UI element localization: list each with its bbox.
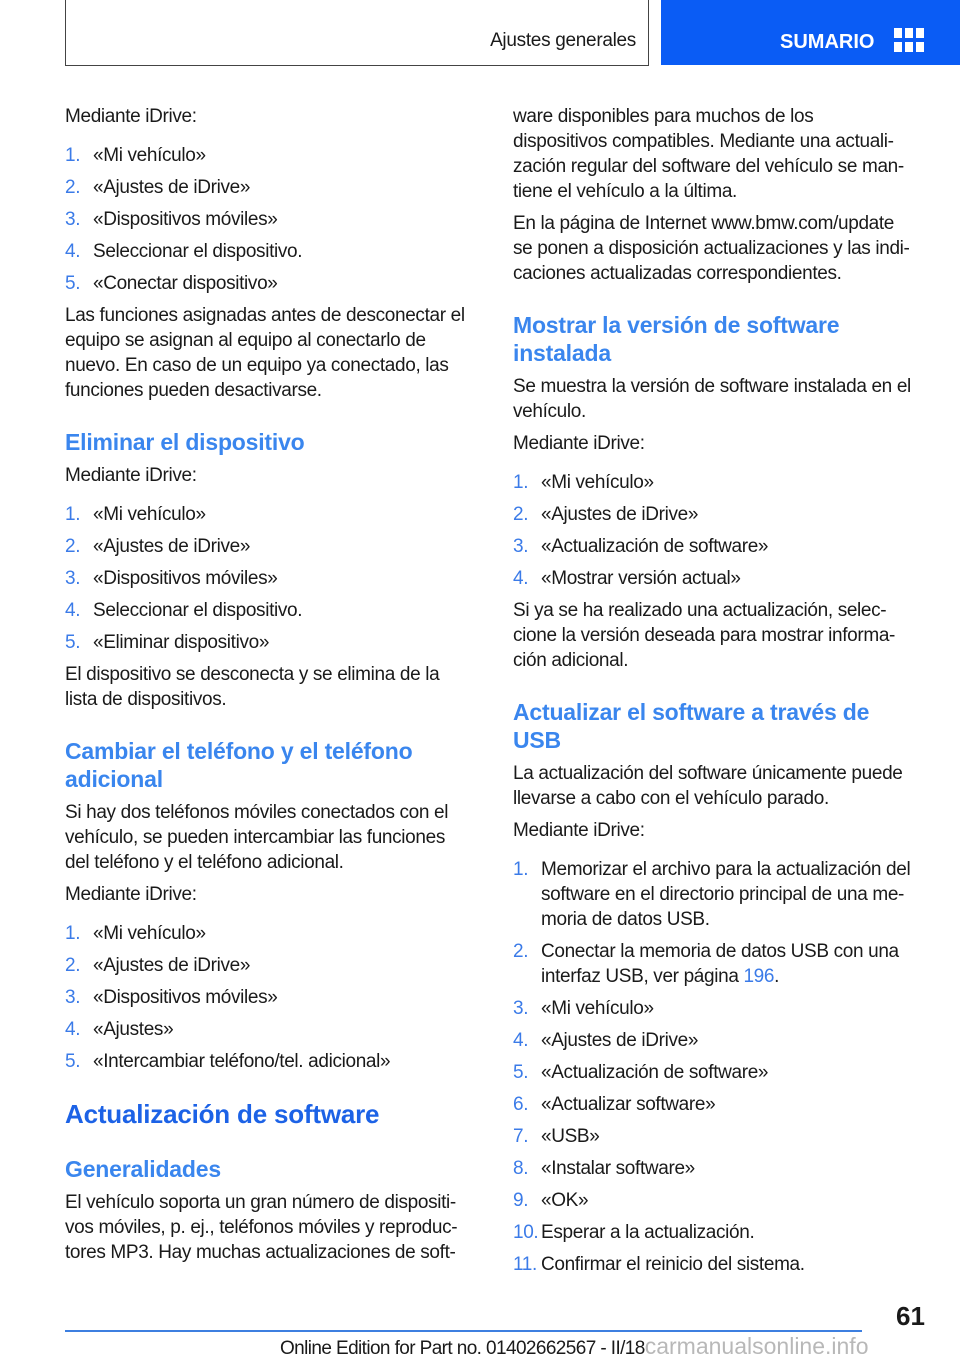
list-number: 4. xyxy=(513,1030,529,1051)
line-text: «Conectar dispositivo» xyxy=(93,273,278,294)
list-text xyxy=(541,534,768,559)
text-line: El vehículo soporta un gran número de dispositi- xyxy=(65,1192,456,1213)
line-text: «Dispositivos móviles» xyxy=(93,987,278,1008)
text-line xyxy=(93,1017,173,1042)
line-text: Confirmar el reinicio del sistema. xyxy=(541,1254,805,1275)
list-text xyxy=(541,939,899,989)
text-line: Mediante iDrive: xyxy=(65,106,197,127)
text-line xyxy=(93,566,277,591)
line-text: «Instalar software» xyxy=(541,1158,695,1179)
list-item xyxy=(65,534,485,559)
list-text xyxy=(541,857,910,932)
line-text: Seleccionar el dispositivo. xyxy=(93,600,303,621)
list-text xyxy=(93,921,206,946)
line-text: «Eliminar dispositivo» xyxy=(93,632,270,653)
paragraph xyxy=(513,431,933,456)
text-line: Cambiar el teléfono y el teléfono xyxy=(65,738,413,764)
list-item xyxy=(65,598,485,623)
text-line: cione la versión deseada para mostrar informa- xyxy=(513,625,896,646)
page-link[interactable]: 196 xyxy=(743,966,775,987)
list-text xyxy=(93,566,277,591)
list-number: 2. xyxy=(65,536,81,557)
paragraph xyxy=(65,104,485,129)
list-item xyxy=(65,630,485,655)
list-number: 2. xyxy=(513,941,529,962)
text-line: dispositivos compatibles. Mediante una actuali- xyxy=(513,131,894,152)
line-text: «Dispositivos móviles» xyxy=(93,568,278,589)
list-text xyxy=(93,239,302,264)
text-line xyxy=(541,1156,695,1181)
list-item xyxy=(513,996,933,1021)
line-text: «Ajustes de iDrive» xyxy=(541,1030,699,1051)
text-line: funciones pueden desactivarse. xyxy=(65,380,322,401)
text-line: vos móviles, p. ej., teléfonos móviles y reproduc- xyxy=(65,1217,458,1238)
line-text: software en el directorio principal de una me- xyxy=(541,884,905,905)
list-text xyxy=(541,1252,805,1277)
list-text xyxy=(93,953,250,978)
paragraph xyxy=(65,882,485,907)
list-item xyxy=(513,566,933,591)
list-text xyxy=(93,1049,390,1074)
text-line xyxy=(93,953,250,978)
text-line xyxy=(541,534,768,559)
list-number: 5. xyxy=(65,632,81,653)
page-number: 61 xyxy=(896,1301,925,1331)
grid-icon xyxy=(894,28,922,52)
text-line: En la página de Internet www.bmw.com/update xyxy=(513,213,895,234)
line-text: Seleccionar el dispositivo. xyxy=(93,241,303,262)
paragraph xyxy=(513,761,933,811)
list-item xyxy=(65,921,485,946)
list-item xyxy=(65,985,485,1010)
list-item xyxy=(513,1252,933,1277)
list-number: 4. xyxy=(513,568,529,589)
section-heading xyxy=(65,428,485,456)
list-number: 1. xyxy=(513,472,529,493)
text-line xyxy=(541,857,910,882)
paragraph xyxy=(513,818,933,843)
list-number: 11. xyxy=(513,1254,537,1275)
list-text xyxy=(93,175,250,200)
paragraph xyxy=(513,104,933,204)
list-item xyxy=(513,534,933,559)
text-line: Mediante iDrive: xyxy=(513,433,645,454)
text-line: equipo se asignan al equipo al conectarlo de xyxy=(65,330,426,351)
text-line: Si ya se ha realizado una actualización, selec- xyxy=(513,600,887,621)
line-text: «Ajustes de iDrive» xyxy=(93,955,251,976)
text-line xyxy=(93,985,277,1010)
list-text xyxy=(541,1124,599,1149)
text-line: USB xyxy=(513,727,561,753)
list-text xyxy=(93,598,302,623)
text-line: instalada xyxy=(513,340,611,366)
text-line: Mediante iDrive: xyxy=(513,820,645,841)
line-text: «Mi vehículo» xyxy=(93,145,206,166)
text-line xyxy=(93,630,269,655)
list-text xyxy=(93,207,277,232)
list-item xyxy=(65,1049,485,1074)
text-line: tores MP3. Hay muchas actualizaciones de soft- xyxy=(65,1242,456,1263)
line-text: «Actualización de software» xyxy=(541,1062,769,1083)
text-line xyxy=(93,1049,390,1074)
text-line xyxy=(93,143,206,168)
paragraph xyxy=(65,463,485,488)
paragraph xyxy=(65,1190,485,1265)
text-line: Mostrar la versión de software xyxy=(513,312,840,338)
list-text xyxy=(541,1028,698,1053)
text-line: La actualización del software únicamente puede xyxy=(513,763,903,784)
text-line: llevarse a cabo con el vehículo parado. xyxy=(513,788,829,809)
text-line: vehículo. xyxy=(513,401,586,422)
list-number: 2. xyxy=(65,955,81,976)
text-line xyxy=(541,939,899,964)
list-item xyxy=(513,939,933,989)
edition-text: Online Edition for Part no. 01402662567 - II/18 xyxy=(280,1338,645,1359)
text-line: Generalidades xyxy=(65,1156,221,1182)
list-item xyxy=(513,470,933,495)
paragraph xyxy=(65,303,485,403)
paragraph xyxy=(65,800,485,875)
line-text: Esperar a la actualización. xyxy=(541,1222,755,1243)
paragraph xyxy=(513,211,933,286)
text-line: Eliminar el dispositivo xyxy=(65,429,305,455)
text-line: ción adicional. xyxy=(513,650,629,671)
text-line xyxy=(93,175,250,200)
list-number: 4. xyxy=(65,1019,81,1040)
line-text: «Dispositivos móviles» xyxy=(93,209,278,230)
list-number: 10. xyxy=(513,1222,539,1243)
text-line xyxy=(93,207,277,232)
line-text: «Ajustes de iDrive» xyxy=(93,177,251,198)
section-heading xyxy=(513,311,933,367)
list-text xyxy=(93,985,277,1010)
text-line xyxy=(93,239,302,264)
text-line xyxy=(93,502,206,527)
line-text: «OK» xyxy=(541,1190,589,1211)
text-line: Las funciones asignadas antes de desconectar el xyxy=(65,305,465,326)
line-text: Memorizar el archivo para la actualización del xyxy=(541,859,911,880)
list-text xyxy=(93,143,206,168)
list-text xyxy=(541,1060,768,1085)
text-line xyxy=(541,882,910,907)
list-item xyxy=(65,953,485,978)
line-text: «Ajustes de iDrive» xyxy=(93,536,251,557)
text-line: lista de dispositivos. xyxy=(65,689,227,710)
text-line: se ponen a disposición actualizaciones y las indi- xyxy=(513,238,910,259)
paragraph xyxy=(513,598,933,673)
text-line: Mediante iDrive: xyxy=(65,465,197,486)
chapter-heading xyxy=(65,1098,485,1130)
list-number: 5. xyxy=(65,273,81,294)
list-number: 8. xyxy=(513,1158,529,1179)
text-line: tiene el vehículo a la última. xyxy=(513,181,737,202)
list-text xyxy=(93,271,278,296)
footer-divider xyxy=(65,1330,862,1332)
list-number: 1. xyxy=(65,145,81,166)
text-line: zación regular del software del vehículo se man- xyxy=(513,156,904,177)
list-item xyxy=(65,271,485,296)
line-text: «USB» xyxy=(541,1126,600,1147)
text-line: del teléfono y el teléfono adicional. xyxy=(65,852,344,873)
list-number: 6. xyxy=(513,1094,529,1115)
text-line xyxy=(541,907,910,932)
line-text: moria de datos USB. xyxy=(541,909,710,930)
list-text xyxy=(541,1220,754,1245)
list-text xyxy=(541,470,654,495)
list-number: 3. xyxy=(513,536,529,557)
text-line: Actualización de software xyxy=(65,1099,380,1129)
line-text: «Actualización de software» xyxy=(541,536,769,557)
text-line xyxy=(541,996,654,1021)
text-line xyxy=(541,1028,698,1053)
list-text xyxy=(541,1156,695,1181)
line-text: «Ajustes» xyxy=(93,1019,174,1040)
list-text xyxy=(93,502,206,527)
line-text: . xyxy=(774,966,780,987)
list-item xyxy=(513,1124,933,1149)
list-item xyxy=(65,207,485,232)
line-text: «Intercambiar teléfono/tel. adicional» xyxy=(93,1051,391,1072)
text-line: Mediante iDrive: xyxy=(65,884,197,905)
header-section-box xyxy=(65,0,649,66)
text-line xyxy=(541,470,654,495)
section-heading xyxy=(513,698,933,754)
text-line xyxy=(541,1124,599,1149)
text-line: Actualizar el software a través de xyxy=(513,699,870,725)
text-line: nuevo. En caso de un equipo ya conectado, las xyxy=(65,355,449,376)
list-item xyxy=(513,857,933,932)
text-line: adicional xyxy=(65,766,163,792)
list-number: 5. xyxy=(513,1062,529,1083)
list-item xyxy=(65,1017,485,1042)
text-line xyxy=(541,964,899,989)
list-item xyxy=(65,143,485,168)
text-line: Se muestra la versión de software instalada en el xyxy=(513,376,911,397)
list-item xyxy=(65,566,485,591)
list-text xyxy=(541,1092,715,1117)
list-text xyxy=(541,996,654,1021)
left-column xyxy=(65,104,485,1265)
right-column xyxy=(513,104,933,1277)
line-text: «Mi vehículo» xyxy=(93,923,206,944)
list-number: 4. xyxy=(65,241,81,262)
text-line xyxy=(541,1060,768,1085)
text-line xyxy=(541,1188,588,1213)
watermark: carmanualsonline.info xyxy=(644,1333,869,1359)
list-number: 2. xyxy=(65,177,81,198)
list-item xyxy=(513,1156,933,1181)
line-text: interfaz USB, ver página xyxy=(541,966,744,987)
list-item xyxy=(65,239,485,264)
paragraph xyxy=(513,374,933,424)
line-text: «Mi vehículo» xyxy=(541,472,654,493)
list-text xyxy=(541,1188,588,1213)
text-line xyxy=(93,598,302,623)
list-item xyxy=(513,1220,933,1245)
text-line xyxy=(541,502,698,527)
line-text: «Actualizar software» xyxy=(541,1094,716,1115)
list-number: 3. xyxy=(65,568,81,589)
list-item xyxy=(513,1060,933,1085)
list-number: 7. xyxy=(513,1126,529,1147)
list-number: 3. xyxy=(513,998,529,1019)
paragraph xyxy=(65,662,485,712)
line-text: Conectar la memoria de datos USB con una xyxy=(541,941,899,962)
line-text: «Mi vehículo» xyxy=(541,998,654,1019)
list-item xyxy=(513,1092,933,1117)
text-line: ware disponibles para muchos de los xyxy=(513,106,814,127)
list-item xyxy=(513,502,933,527)
text-line xyxy=(541,1252,805,1277)
text-line xyxy=(93,534,250,559)
sumario-label: SUMARIO xyxy=(780,31,875,53)
list-text xyxy=(541,566,741,591)
text-line xyxy=(93,921,206,946)
list-number: 5. xyxy=(65,1051,81,1072)
sumario-button[interactable] xyxy=(661,0,960,65)
text-line: vehículo, se pueden intercambiar las funciones xyxy=(65,827,445,848)
list-number: 9. xyxy=(513,1190,529,1211)
list-item xyxy=(65,502,485,527)
section-heading xyxy=(65,737,485,793)
line-text: «Mostrar versión actual» xyxy=(541,568,741,589)
line-text: «Mi vehículo» xyxy=(93,504,206,525)
text-line xyxy=(541,1092,715,1117)
list-number: 3. xyxy=(65,209,81,230)
text-line xyxy=(541,1220,754,1245)
text-line: El dispositivo se desconecta y se elimina de la xyxy=(65,664,440,685)
list-item xyxy=(65,175,485,200)
section-title: Ajustes generales xyxy=(490,30,636,51)
list-number: 2. xyxy=(513,504,529,525)
list-number: 1. xyxy=(513,859,529,880)
list-text xyxy=(93,630,269,655)
line-text: «Ajustes de iDrive» xyxy=(541,504,699,525)
list-number: 4. xyxy=(65,600,81,621)
footer-edition xyxy=(280,1333,868,1360)
list-number: 1. xyxy=(65,923,81,944)
list-text xyxy=(93,534,250,559)
text-line: Si hay dos teléfonos móviles conectados con el xyxy=(65,802,449,823)
text-line xyxy=(93,271,278,296)
list-item xyxy=(513,1028,933,1053)
list-number: 1. xyxy=(65,504,81,525)
list-text xyxy=(93,1017,173,1042)
list-item xyxy=(513,1188,933,1213)
text-line xyxy=(541,566,741,591)
list-text xyxy=(541,502,698,527)
section-heading xyxy=(65,1155,485,1183)
list-number: 3. xyxy=(65,987,81,1008)
text-line: caciones actualizadas correspondientes. xyxy=(513,263,842,284)
